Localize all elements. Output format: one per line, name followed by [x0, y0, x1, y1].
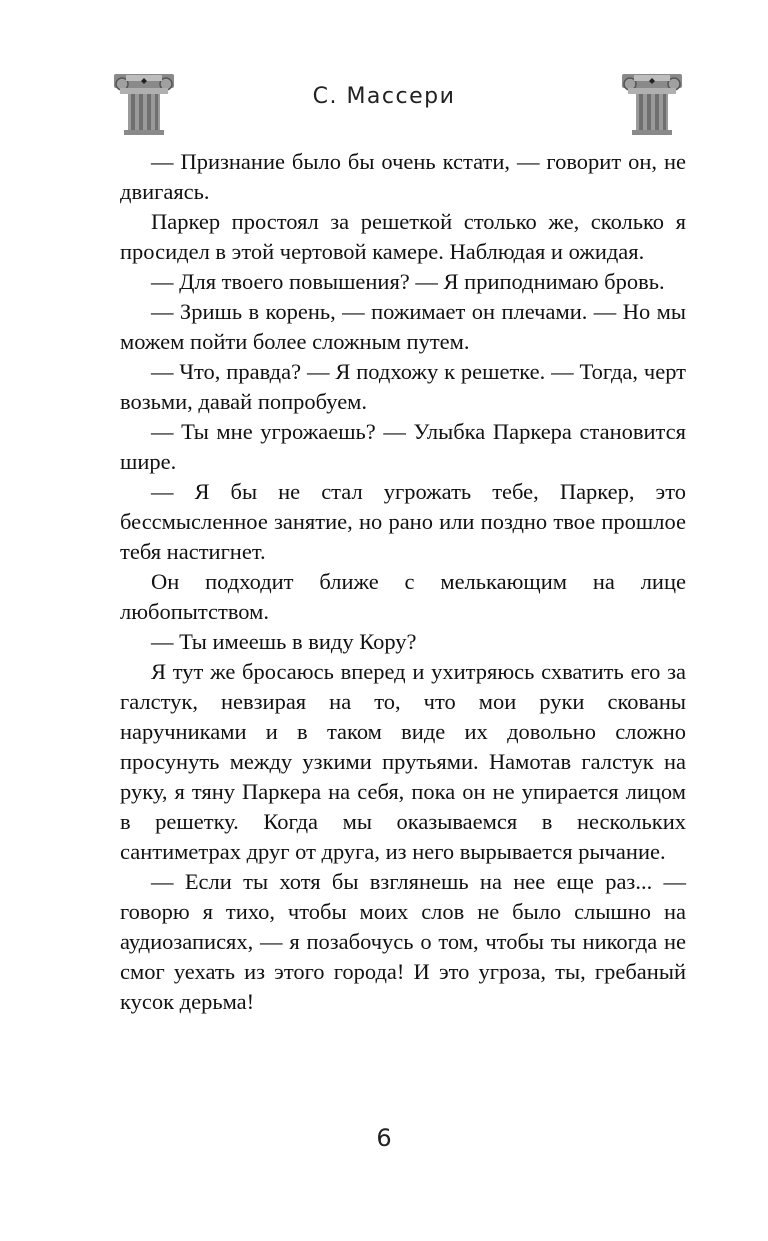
running-head: С. Массери: [312, 84, 456, 109]
body-text: [120, 147, 686, 1017]
ionic-column-icon: [620, 72, 684, 136]
paragraph: — Зришь в корень, — пожимает он плечами. — Но мы можем пойти более сложным путем.: [120, 299, 686, 354]
paragraph: — Для твоего повышения? — Я приподнимаю бровь.: [151, 269, 665, 294]
paragraph: — Я бы не стал угрожать тебе, Паркер, это бессмысленное занятие, но рано или поздно твое прошлое тебя настигнет.: [120, 479, 686, 564]
page-header: [0, 62, 768, 142]
paragraph: Я тут же бросаюсь вперед и ухитряюсь схватить его за галстук, невзирая на то, что мои руки скованы наручниками и в таком виде их довольно сложно просунуть между узкими прутьями. Намотав галстук на руку, я тяну Паркера на себя, пока он не упирается лицом в решетку. Когда мы оказываемся в нескольких сантиметрах друг от друга, из него вырывается рычание.: [120, 659, 686, 864]
paragraph: — Ты имеешь в виду Кору?: [151, 629, 417, 654]
paragraph: Паркер простоял за решеткой столько же, сколько я просидел в этой чертовой камере. Наблюдая и ожидая.: [120, 209, 686, 264]
paragraph: — Ты мне угрожаешь? — Улыбка Паркера становится шире.: [120, 419, 686, 474]
paragraph: — Если ты хотя бы взглянешь на нее еще раз... — говорю я тихо, чтобы моих слов не было слышно на аудиозаписях, — я позабочусь о том, чтобы ты никогда не смог уехать из этого города! И это угроза, ты, гребаный кусок дерьма!: [120, 869, 686, 1014]
paragraph: Он подходит ближе с мелькающим на лице любопытством.: [120, 569, 686, 624]
page-number: 6: [376, 1124, 392, 1152]
paragraph: — Что, правда? — Я подхожу к решетке. — Тогда, черт возьми, давай попробуем.: [120, 359, 686, 414]
paragraph: — Признание было бы очень кстати, — говорит он, не двигаясь.: [120, 149, 686, 204]
